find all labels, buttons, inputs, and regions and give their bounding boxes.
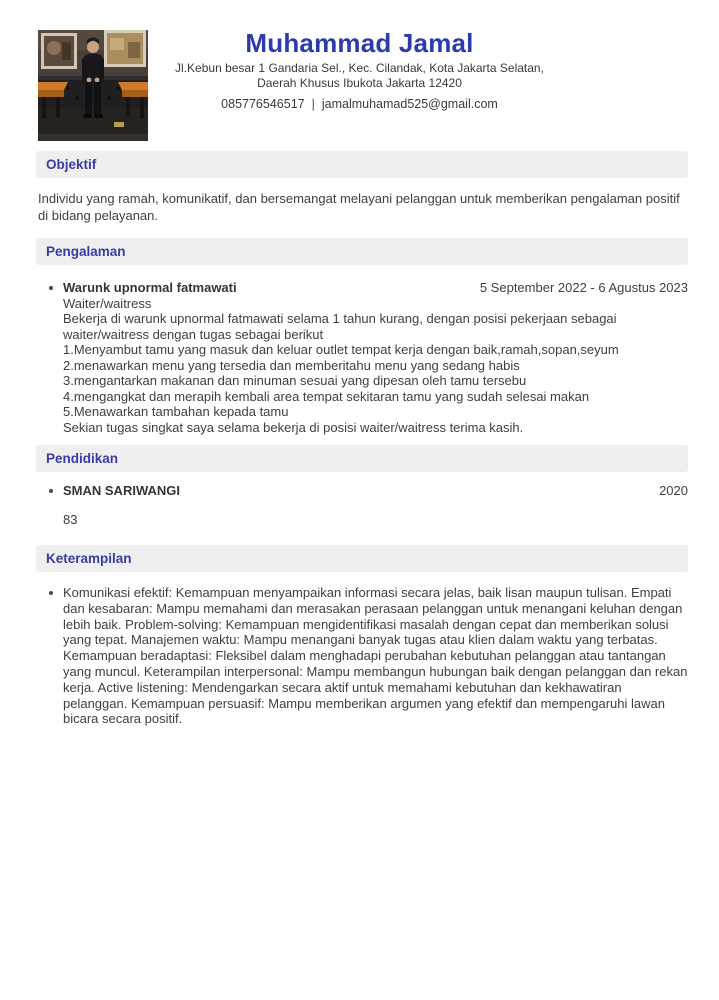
section-title: Pengalaman — [46, 244, 126, 259]
address-line-1: Jl.Kebun besar 1 Gandaria Sel., Kec. Cilandak, Kota Jakarta Selatan, — [175, 61, 544, 75]
section-header-skills — [36, 545, 688, 572]
education-item-body — [63, 483, 688, 527]
bullet-icon — [36, 280, 63, 435]
experience-item-body — [63, 280, 688, 435]
experience-duty: 2.menawarkan menu yang tersedia dan memberitahu menu yang sedang habis — [63, 357, 520, 373]
bullet-icon — [36, 585, 63, 727]
address-line-2: Daerah Khusus Ibukota Jakarta 12420 — [257, 76, 462, 90]
email-address: jamalmuhamad525@gmail.com — [321, 97, 498, 111]
experience-item — [36, 280, 688, 435]
outlet-label — [114, 122, 124, 127]
section-header-objective — [36, 151, 688, 178]
page-title: Muhammad Jamal — [245, 28, 474, 58]
experience-date-range: 5 September 2022 - 6 Agustus 2023 — [479, 280, 688, 295]
experience-organization: Warunk upnormal fatmawati — [63, 280, 237, 295]
experience-item-head — [63, 280, 688, 296]
experience-duty: 5.Menawarkan tambahan kepada tamu — [63, 404, 289, 419]
experience-description: Bekerja di warunk upnormal fatmawati selama 1 tahun kurang, dengan posisi pekerjaan sebagai waiter/waitress dengan tugas sebagai berikut — [63, 311, 617, 342]
experience-duty: 1.Menyambut tamu yang masuk dan keluar outlet tempat kerja dengan baik,ramah,sopan,seyum — [63, 342, 619, 357]
phone-number: 085776546517 — [221, 97, 305, 111]
contact-separator: | — [311, 97, 315, 111]
education-year: 2020 — [659, 483, 688, 498]
section-title: Pendidikan — [46, 451, 119, 466]
education-item-head — [63, 483, 688, 499]
contact-line — [0, 97, 719, 112]
skills-item — [36, 585, 688, 727]
experience-role: Waiter/waitress — [63, 295, 152, 311]
experience-duty: 4.mengangkat dan merapih kembali area tempat sekitaran tamu yang sudah selesai makan — [63, 388, 590, 404]
experience-closing: Sekian tugas singkat saya selama bekerja di posisi waiter/waitress terima kasih. — [63, 419, 524, 435]
objective-text: Individu yang ramah, komunikatif, dan bersemangat melayani pelanggan untuk memberikan pengalaman positif di bidang pelayanan. — [38, 191, 680, 223]
experience-duty: 3.mengantarkan makanan dan minuman sesuai yang dipesan oleh tamu tersebu — [63, 373, 527, 388]
education-school: SMAN SARIWANGI — [63, 483, 180, 498]
education-item — [36, 483, 688, 527]
bullet-icon — [36, 483, 63, 527]
education-score: 83 — [63, 511, 78, 527]
section-header-education — [36, 445, 688, 472]
section-title: Objektif — [46, 157, 97, 172]
resume-header — [0, 28, 719, 112]
section-title: Keterampilan — [46, 551, 132, 566]
section-header-experience — [36, 238, 688, 265]
skills-text: Komunikasi efektif: Kemampuan menyampaikan informasi secara jelas, baik lisan maupun tulisan. Empati dan kesabaran: Mampu memahami dan merasakan perasaan pelanggan untuk menangani keluhan dengan lebih baik. Problem-solving: Kemampuan mengidentifikasi masalah dengan cepat dan memberikan solusi yang tepat. Manajemen waktu: Mampu menangani banyak tugas atau klien dalam waktu yang terbatas. Kemampuan beradaptasi: Fleksibel dalam menghadapi perubahan kebutuhan pelanggan atau tantangan yang muncul. Keterampilan interpersonal: Mampu membangun hubungan baik dengan pelanggan dan rekan kerja. Active listening: Mendengarkan secara aktif untuk memahami kebutuhan dan kekhawatiran pelanggan. Kemampuan persuasif: Mampu memberikan argumen yang efektif dan mempengaruhi lawan bicara secara positif. — [63, 585, 688, 727]
